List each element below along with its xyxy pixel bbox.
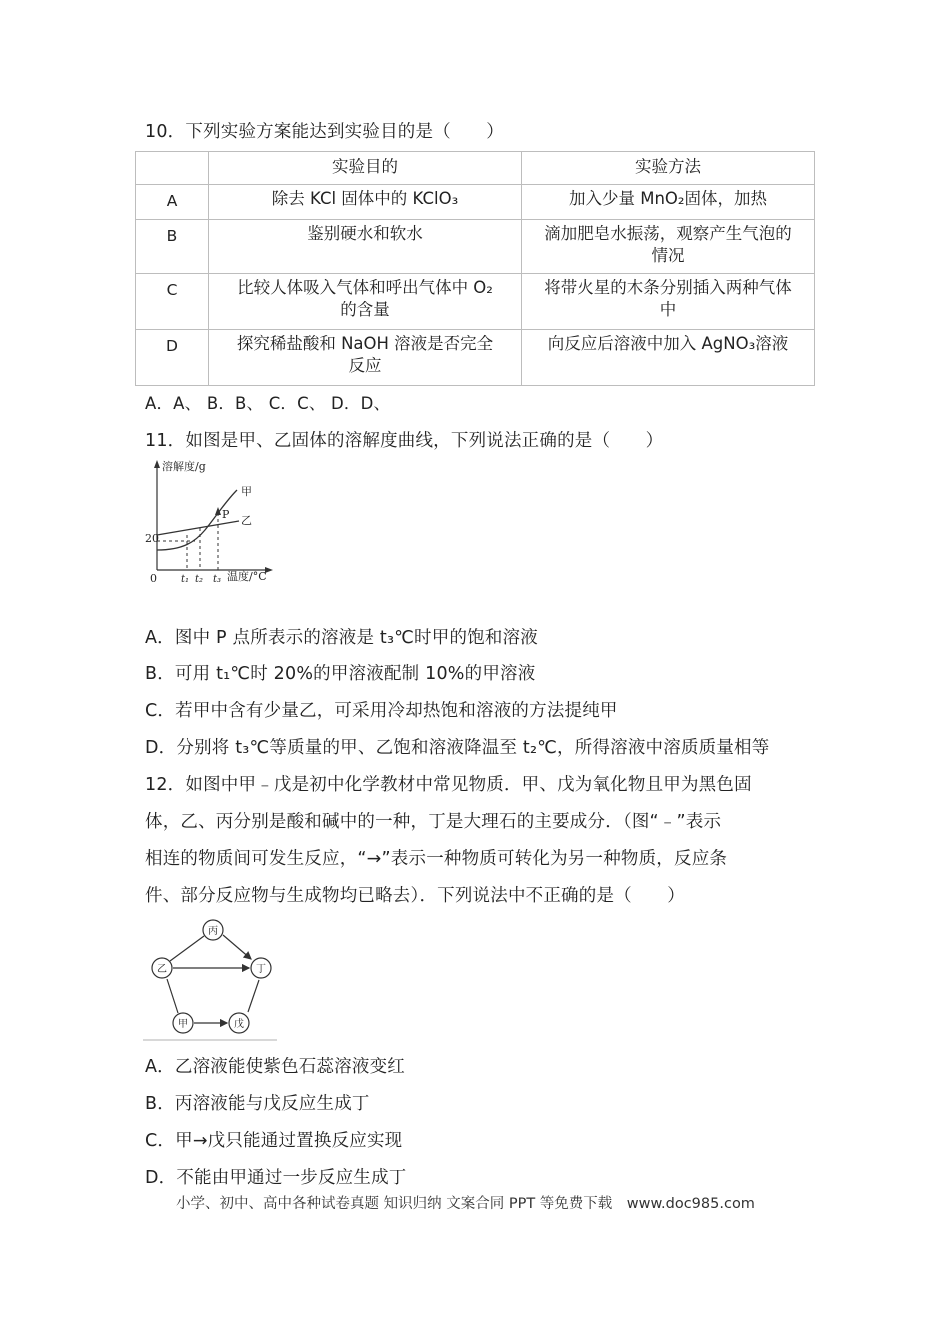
link-yi-bing xyxy=(170,936,204,961)
q12-option-a: A．乙溶液能使紫色石蕊溶液变红 xyxy=(145,1057,405,1077)
q11-option-d: D．分别将 t₃℃等质量的甲、乙饱和溶液降温至 t₂℃，所得溶液中溶质质量相等 xyxy=(145,738,770,758)
q10-table xyxy=(135,151,815,386)
q11-option-b: B．可用 t₁℃时 20%的甲溶液配制 10%的甲溶液 xyxy=(145,664,536,684)
q12-option-c: C．甲→戊只能通过置换反应实现 xyxy=(145,1131,403,1151)
table-row xyxy=(136,330,815,386)
origin-label: 0 xyxy=(150,572,157,585)
q10-stem: 10．下列实验方案能达到实验目的是（ ） xyxy=(145,122,504,142)
node-ding-label: 丁 xyxy=(256,964,266,975)
q12-stem-line-2: 体，乙、丙分别是酸和碱中的一种，丁是大理石的主要成分．（图“﹣”表示 xyxy=(145,812,722,832)
table-header-blank xyxy=(136,152,209,185)
row-method: 向反应后溶液中加入 AgNO₃溶液 xyxy=(522,330,815,386)
row-purpose: 除去 KCl 固体中的 KClO₃ xyxy=(209,185,522,220)
row-method: 滴加肥皂水振荡，观察产生气泡的情况 xyxy=(522,220,815,274)
q12-stem-line-3: 相连的物质间可发生反应，“→”表示一种物质可转化为另一种物质，反应条 xyxy=(145,849,728,869)
q12-stem-line-4: 件、部分反应物与生成物均已略去）．下列说法中不正确的是（ ） xyxy=(145,886,685,906)
node-bing-label: 丙 xyxy=(208,926,218,937)
x-tick-t3: t₃ xyxy=(213,574,222,585)
y-axis-label: 溶解度/g xyxy=(162,460,206,473)
row-label: A xyxy=(136,185,209,220)
table-row xyxy=(136,220,815,274)
arrow-bing-ding xyxy=(223,935,251,959)
y-tick-20: 20 xyxy=(145,532,159,545)
row-method: 加入少量 MnO₂固体，加热 xyxy=(522,185,815,220)
table-header-method: 实验方法 xyxy=(522,152,815,185)
q12-option-b: B．丙溶液能与戊反应生成丁 xyxy=(145,1094,370,1114)
row-method: 将带火星的木条分别插入两种气体中 xyxy=(522,274,815,330)
table-header-purpose: 实验目的 xyxy=(209,152,522,185)
row-purpose: 鉴别硬水和软水 xyxy=(209,220,522,274)
node-jia-label: 甲 xyxy=(178,1019,188,1030)
q12-stem-line-1: 12．如图中甲﹣戊是初中化学教材中常见物质．甲、戊为氧化物且甲为黑色固 xyxy=(145,775,752,795)
row-purpose: 比较人体吸入气体和呼出气体中 O₂的含量 xyxy=(209,274,522,330)
link-wu-ding xyxy=(248,980,259,1012)
q11-option-a: A．图中 P 点所表示的溶液是 t₃℃时甲的饱和溶液 xyxy=(145,628,538,648)
node-yi-label: 乙 xyxy=(157,964,167,975)
q12-option-d: D．不能由甲通过一步反应生成丁 xyxy=(145,1168,407,1188)
table-row xyxy=(136,185,815,220)
x-tick-t2: t₂ xyxy=(195,574,204,585)
row-label: B xyxy=(136,220,209,274)
x-tick-t1: t₁ xyxy=(181,574,190,585)
q11-stem: 11．如图是甲、乙固体的溶解度曲线，下列说法正确的是（ ） xyxy=(145,431,664,451)
curve-label-jia: 甲 xyxy=(241,485,252,498)
q11-option-c: C．若甲中含有少量乙，可采用冷却热饱和溶液的方法提纯甲 xyxy=(145,701,618,721)
x-axis-label: 温度/°C xyxy=(227,570,267,583)
curve-label-yi: 乙 xyxy=(241,514,252,527)
solubility-curve-figure xyxy=(143,458,275,586)
row-label: C xyxy=(136,274,209,330)
curve-yi xyxy=(157,521,239,535)
link-yi-jia xyxy=(167,979,178,1013)
row-purpose: 探究稀盐酸和 NaOH 溶液是否完全反应 xyxy=(209,330,522,386)
page-footer: 小学、初中、高中各种试卷真题 知识归纳 文案合同 PPT 等免费下载 www.doc985.com xyxy=(176,1196,755,1212)
q10-answer-options: A．A、 B．B、 C．C、 D．D、 xyxy=(145,394,391,413)
point-p-label: P xyxy=(222,508,230,521)
row-label: D xyxy=(136,330,209,386)
table-row xyxy=(136,274,815,330)
node-wu-label: 戊 xyxy=(234,1019,244,1030)
reaction-network-figure xyxy=(143,916,277,1042)
